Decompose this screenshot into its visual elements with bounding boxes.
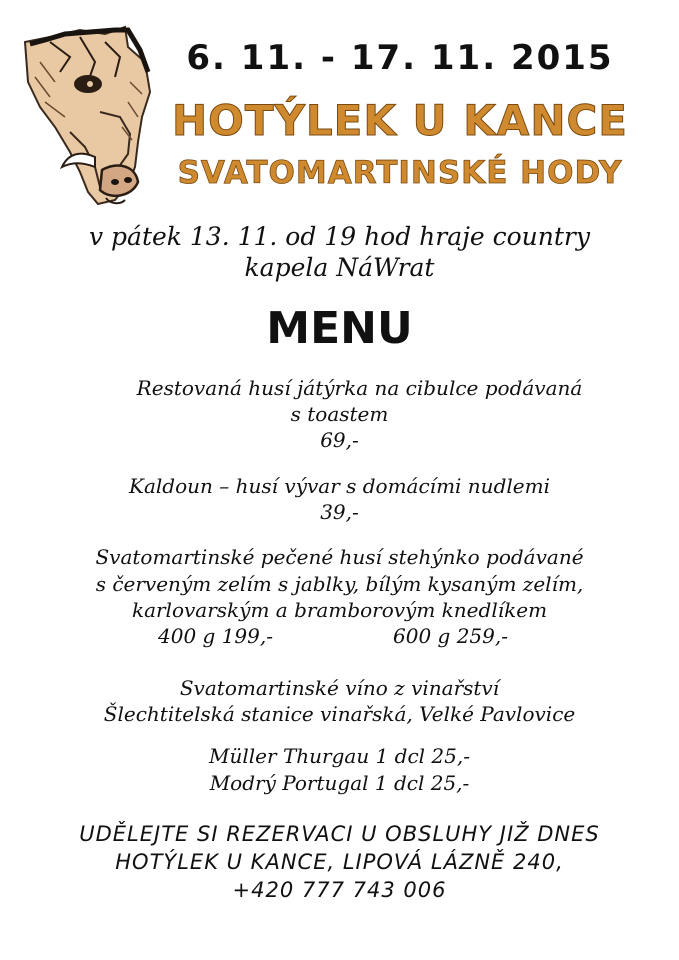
menu-heading: MENU — [266, 303, 413, 354]
wine-heading-line-1: Svatomartinské víno z vinařství — [179, 676, 500, 700]
wine-item: Modrý Portugal 1 dcl 25,- — [209, 771, 470, 795]
menu-item-price-small: 400 g 199,- — [158, 624, 273, 648]
boar-head-icon — [10, 22, 160, 207]
address-line: HOTÝLEK U KANCE, LIPOVÁ LÁZNĚ 240, — [115, 850, 564, 874]
menu-item-line: s toastem — [290, 402, 389, 426]
wine-heading-line-2: Šlechtitelská stanice vinařská, Velké Pavlovice — [103, 702, 576, 726]
music-line-1: v pátek 13. 11. od 19 hod hraje country — [88, 222, 590, 251]
reservation-line: UDĚLEJTE SI REZERVACI U OBSLUHY JIŽ DNES — [79, 822, 600, 846]
menu-item-price: 39,- — [320, 500, 359, 524]
venue-title: HOTÝLEK U KANCE — [172, 96, 628, 145]
menu-item-line: Restovaná husí játýrka na cibulce podávaná — [136, 376, 583, 400]
menu-item-line: Kaldoun – husí vývar s domácími nudlemi — [129, 474, 550, 498]
menu-item-price-large: 600 g 259,- — [393, 624, 508, 648]
menu-item-line: s červeným zelím s jablky, bílým kysaným zelím, — [95, 572, 584, 596]
phone-number: +420 777 743 006 — [232, 878, 447, 902]
menu-item-price: 69,- — [320, 428, 359, 452]
wine-item: Müller Thurgau 1 dcl 25,- — [209, 744, 470, 768]
event-title: SVATOMARTINSKÉ HODY — [177, 155, 623, 191]
music-line-2: kapela NáWrat — [244, 253, 435, 282]
menu-item-line: karlovarským a bramborovým knedlíkem — [131, 598, 548, 622]
menu-item-line: Svatomartinské pečené husí stehýnko podávané — [95, 545, 584, 569]
event-dates: 6. 11. - 17. 11. 2015 — [186, 38, 614, 78]
